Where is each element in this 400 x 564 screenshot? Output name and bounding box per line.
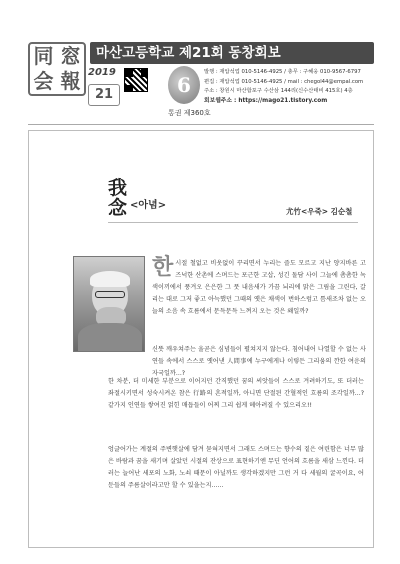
photo-body <box>78 323 142 352</box>
drop-cap: 한 <box>152 255 174 280</box>
photo-hair <box>90 271 130 287</box>
article-title <box>108 178 127 218</box>
issue-year: 2019 <box>88 67 116 78</box>
website-link[interactable]: 회보웹주소 : https://mago21.tistory.com <box>204 97 328 104</box>
title-divider <box>108 222 358 223</box>
header-divider <box>28 124 374 125</box>
info-line: 편집 : 재압석업 010-5146-4925 / mail : chegol44@empal.com <box>204 78 364 85</box>
article-subtitle: <아념> <box>130 200 167 211</box>
masthead-seal-logo <box>28 42 86 96</box>
seal-char: 報 <box>60 69 81 93</box>
seal-char: 会 <box>33 69 54 93</box>
paragraph-text: 시절 철없고 비웃없이 꾸리면서 누리는 즐도 모르고 지난 양지바른 고즈넉한 산촌에 스며드는 포근한 고삽, 성긴 돌담 사이 그늘에 촘촘한 녹색이끼에서 풍겨오 은은한 그 풋 내음새가 가끔 뇌리에 맑은 그림을 그린다, 갈리는 대로 그저 좋고 아늑했던 그때의 옛은 채색이 번하스럼고 틈새조차 없는 오늘의 소음 속 흐름에서 문득문득 느껴지 오는 것은 왜일까? <box>152 260 366 316</box>
article-author: 尤竹<우죽> 김순철 <box>286 207 353 216</box>
paragraph-text: 엉글어가는 계절의 주변햇살에 담겨 묻혀지면서 그래도 스며드는 향수의 짙은 여린함은 너무 많은 바람과 꿈을 새기며 살았던 시절의 잔상으로 표현하기엔 무딘 언어의 흐름을 새삼 느낀다. 더러는 늘어난 세포의 노화, 노쇠 때문이 아닐까도 생각하겠지만 그런 거 다 세월의 굴곡이요, 어둔들의 주름살이라고만 할 수 있을는지...... <box>108 446 364 490</box>
qr-code-icon[interactable] <box>124 68 148 92</box>
info-line: 주소 : 창원시 마산합포구 수산삼 144리(신수산태비 415호) 4층 <box>204 88 353 95</box>
photo-glasses <box>95 291 125 298</box>
title-char: 念 <box>108 197 128 219</box>
title-char: 我 <box>108 177 128 199</box>
article-paragraph-4 <box>108 444 364 492</box>
article-paragraph-2 <box>152 344 366 380</box>
paragraph-text: 신뜻 깨우쳐주는 울곧은 심념들이 펼쳐지지 않는다. 침어내어 나열할 수 없는 사연들 속에서 스스로 옛어낸 人間事에 누구에게나 이렇든 그리움의 깐한 여운의 자국일까...? <box>152 346 366 378</box>
issue-logo-icon: 6 <box>168 66 200 104</box>
seal-char: 窓 <box>60 44 81 68</box>
publisher-info <box>204 68 376 106</box>
paragraph-text: 한 차분, 더 미세한 부분으로 이어지던 간직했던 꿈의 씨앗들이 스스로 겨려하기도, 또 더러는 좌절시키면서 성숙시켜온 참은 行路의 흔적일까, 아니면 단절된 간혈적인 흐름의 조각일까...?같가지 인연들 쌓여진 얽힌 매듭들이 어찌 그리 쉽게 헤아려질 수 있으리오!! <box>108 378 364 410</box>
info-line: 발행 : 재압석업 010-5146-4925 / 총무 : 구혜웅 010-9567-6797 <box>204 69 361 75</box>
seal-char: 同 <box>33 44 54 68</box>
issue-number: 통권 제360호 <box>168 109 211 117</box>
author-photo <box>73 256 145 352</box>
newsletter-header <box>28 40 374 122</box>
newsletter-title: 마산고등학교 제21회 동창회보 <box>90 42 374 64</box>
article-paragraph-3 <box>108 376 364 412</box>
article-paragraph-1 <box>152 255 366 318</box>
class-number-badge: 21 <box>88 84 120 106</box>
